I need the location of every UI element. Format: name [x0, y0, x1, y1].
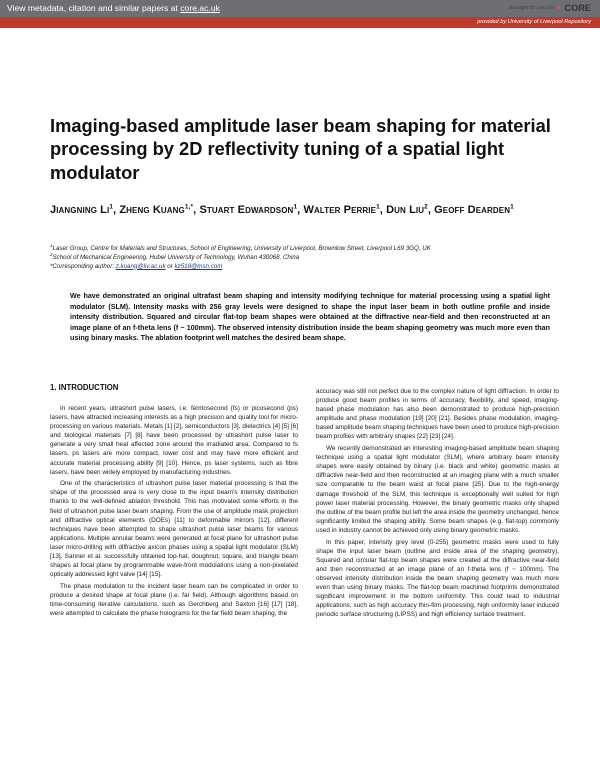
affiliation-1: $^1$Laser Group, Centre for Materials and Structures, School of Engineering, University of Liverpool, Brownlow Street, Liverpool L69 3GQ, UK	[50, 242, 431, 252]
provided-by-label: provided by University of Liverpool Repository	[477, 19, 591, 25]
email-link-2[interactable]: kz518@msn.com	[174, 262, 223, 270]
paragraph: In this paper, intensity grey level (0-255) geometric masks were used to fully shape the input laser beam (outline and inside area of the shaping geometry). Squared and circular flat-top beam shapes were created at the diffractive near-field and then reconstructed at an image plane of an f-theta lens (f ~ 100mm). The observed intensity distribution inside the beam shaping geometry was much more even than using binary masks. The flat-top beam machined footprints demonstrated significant improvement in the bottom uniformity. This could lead to industrial applications, such as high accuracy thin-film processing, high uniformity laser induced periodic surface structuring (LIPSS) and high efficiency surface treatment.	[316, 538, 559, 619]
paper-title: Imaging-based amplitude laser beam shaping for material processing by 2D reflectivity tuning of a spatial light modulator	[50, 115, 551, 183]
paragraph: accuracy was still not perfect due to the complex nature of light diffraction. In order to produce good beam profiles in terms of accuracy, flexibility, and speed, imaging-based phase modulation has also been demonstrated to produce high-precision amplitude and phase modulation [19] [20] [21]. Besides phase modulation, imaging-based amplitude beam shaping techniques have been used to produce high-precision beam profiles with arbitrary shapes [22] [23] [24].	[316, 388, 559, 441]
email-link-1[interactable]: z.kuang@liv.ac.uk	[115, 262, 166, 270]
author: Geoff Dearden$^1$	[434, 203, 514, 216]
author-list	[50, 201, 550, 220]
body-right-column	[316, 387, 559, 622]
paragraph: The phase modulation to the incident laser beam can be complicated in order to produce a desired shape at focal plane (i.e. far field). Although algorithms based on time-consuming iterative calculations, such as Gerchberg and Saxton [16] [17] [18], were attempted to calculate the phase holograms for the far field beam shaping, the	[50, 582, 298, 618]
author: Dun Liu$^2$,	[386, 203, 435, 216]
paragraph: In recent years, ultrashort pulse lasers, i.e. femtosecond (fs) or picosecond (ps) lasers, have attracted increasing interests as a high precision and quality tool for micro-processing on various materials. Metals [1] [2], semiconductors [3], dielectrics [4] [5] [6] and biological materials [7] [8] have been processed by ultrashort pulse laser to generate a very small heat affected zone around the irradiated area. Compared to fs lasers, ps lasers are more compact, lower cost and may have more efficient and accurate material processing ability [9] [10]. Hence, ps laser systems, such as fibre lasers, have been widely employed by manufacturing industries.	[50, 405, 298, 476]
banner-text: View metadata, citation and similar papers at	[7, 3, 181, 13]
author: Stuart Edwardson$^1$,	[199, 203, 304, 216]
author: Zheng Kuang$^{1,*}$,	[119, 203, 200, 216]
abstract: We have demonstrated an original ultrafast beam shaping and intensity modifying technique for material processing using a spatial light modulator (SLM). Intensity masks with 256 gray levels were designed to shape the input laser beam in both outline profile and inside intensity distribution. Squared and circular flat-top beam shapes were obtained at the diffractive near-field and then reconstructed at an image plane of an f-theta lens (f ~ 100mm). The observed intensity distribution inside the beam shaping geometry was much more even than using binary masks. The ablation footprint well matches the desired beam shape.	[70, 292, 550, 343]
author: Walter Perrie$^1$,	[303, 203, 387, 216]
core-logo-icon: ▲	[555, 4, 563, 11]
paragraph: One of the characteristics of ultrashort pulse laser material processing is that the shape of the processed area is very close to the input beam's intensity distribution thanks to the well-defined ablation threshold. This has motivated some efforts in the field of ultrashort pulse laser beam shaping. From the use of amplitude mask projection and diffractive optical elements (DOEs) [11] to deformable mirrors [12], different techniques have been attempted to shape ultrashort pulse laser beams for various applications. Multiple annular beams were generated at focal plane for ultrashort pulse laser micro-drilling with diffractive axicon phases using a spatial light modulator (SLM) [13]. Sanner et al. successfully obtained top-hat, doughnut, square, and triangle beam shapes at focal plane by programmable wave-front modulations using a non-pixelated optically addressed light valve [14] [15].	[50, 480, 298, 579]
brought-to-you-label: brought to you by	[509, 5, 554, 11]
section-heading: 1. INTRODUCTION	[50, 383, 119, 392]
core-logo-label: CORE	[564, 3, 591, 13]
author: Jiangning Li$^1$,	[50, 203, 120, 216]
corresponding-author: *Corresponding author: z.kuang@liv.ac.uk or kz518@msn.com	[50, 262, 223, 270]
paragraph: We recently demonstrated an interesting imaging-based amplitude beam shaping technique using a spatial light modulator (SLM), where arbitrary beam intensity shapes were easily obtained by binary (i.e. black and white) geometric masks at diffractive near-field and then reconstructed at an imaging plane with a much smaller size comparable to the beam waist at focal plane [25]. Due to the high-energy damage threshold of the SLM, this technique is exceptionally well suited for high power laser material processing. However, the binary geometric masks only shaped the outline of the beam profile but left the area inside the geometry unchanged, hence significantly limited the shaping ability. Some beam shapes (e.g. flat-top) commonly used in industry cannot be achieved only using binary geometric masks.	[316, 445, 559, 534]
affiliations	[50, 242, 570, 271]
affiliation-2: $^2$School of Mechanical Engineering, Hubei University of Technology, Wuhan 430068, China	[50, 251, 300, 261]
core-link[interactable]: core.ac.uk	[180, 3, 220, 13]
body-left-column	[50, 383, 298, 621]
core-logo[interactable]	[556, 1, 591, 15]
